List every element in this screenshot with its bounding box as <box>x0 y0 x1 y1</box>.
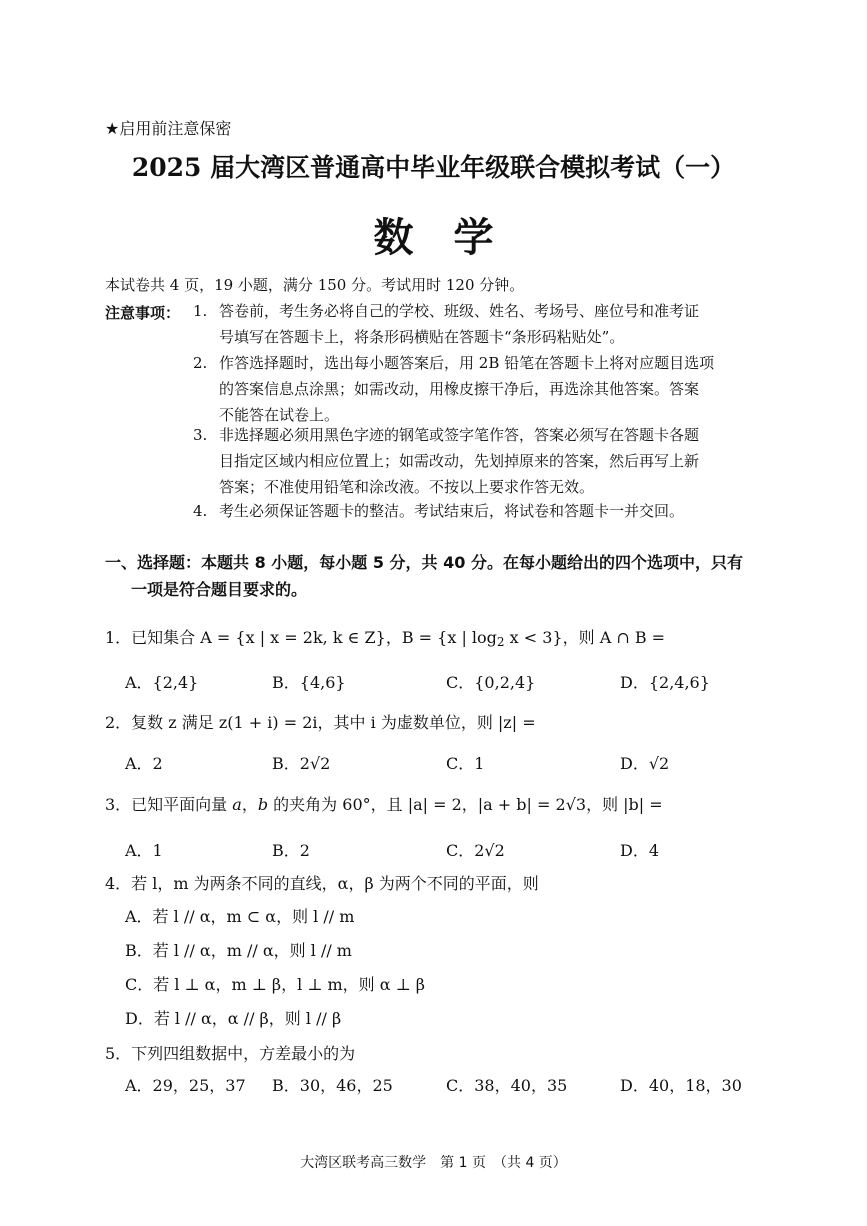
question-4-stem: 4．若 l，m 为两条不同的直线，α，β 为两个不同的平面，则 <box>105 874 539 893</box>
q4-option-d: D．若 l // α，α // β，则 l // β <box>125 1009 342 1028</box>
vector-b: b <box>257 795 269 814</box>
vector-a: a <box>232 795 242 814</box>
notice-line: 目指定区域内相应位置上；如需改动，先划掉原来的答案，然后再写上新 <box>219 452 700 470</box>
q3-option-d: D．4 <box>620 841 660 860</box>
section-line: 一项是符合题目要求的。 <box>131 580 308 599</box>
q3-stem-part: 3．已知平面向量 <box>105 795 233 814</box>
notice-number: 3. <box>193 426 208 444</box>
notice-line: 的答案信息点涂黑；如需改动，用橡皮擦干净后，再选涂其他答案。答案 <box>219 380 700 398</box>
question-5-stem: 5．下列四组数据中，方差最小的为 <box>105 1044 356 1063</box>
q5-option-d: D．40，18，30 <box>620 1076 742 1095</box>
q4-option-c: C．若 l ⊥ α，m ⊥ β，l ⊥ m，则 α ⊥ β <box>125 975 425 994</box>
notice-line: 不能答在试卷上。 <box>219 406 340 424</box>
exam-intro: 本试卷共 4 页，19 小题，满分 150 分。考试用时 120 分钟。 <box>105 276 525 294</box>
q2-option-c: C．1 <box>446 754 485 773</box>
q3-option-c: C．2√2 <box>446 841 505 860</box>
notice-item <box>193 298 699 350</box>
q2-option-a: A．2 <box>125 754 163 773</box>
notice-item <box>193 498 684 524</box>
notice-label: 注意事项： <box>105 304 181 322</box>
q5-option-b: B．30，46，25 <box>272 1076 393 1095</box>
subject-title: 数学 <box>373 214 534 261</box>
notice-number: 1. <box>193 302 208 320</box>
q3-stem-part: 的夹角为 60°，且 |a| = 2，|a + b| = 2√3，则 |b| = <box>268 795 663 814</box>
q4-option-b: B．若 l // α，m // α，则 l // m <box>125 941 352 960</box>
notice-item <box>193 350 714 428</box>
notice-line: 非选择题必须用黑色字迹的钢笔或签字笔作答，答案必须写在答题卡各题 <box>219 426 700 444</box>
notice-line: 答卷前，考生务必将自己的学校、班级、姓名、考场号、座位号和准考证 <box>219 302 700 320</box>
q1-option-c: C．{0,2,4} <box>446 673 536 692</box>
notice-item <box>193 422 699 500</box>
notice-line: 考生必须保证答题卡的整洁。考试结束后，将试卷和答题卡一并交回。 <box>219 502 685 520</box>
question-3-stem <box>105 792 663 815</box>
notice-line: 号填写在答题卡上，将条形码横贴在答题卡“条形码粘贴处”。 <box>219 328 625 346</box>
confidential-mark: ★启用前注意保密 <box>105 119 232 138</box>
q1-stem-part: 1．已知集合 A = {x | x = 2k, k ∈ Z}，B = {x | log <box>105 628 497 647</box>
notice-line: 答案；不准使用铅笔和涂改液。不按以上要求作答无效。 <box>219 478 595 496</box>
q3-option-b: B．2 <box>272 841 310 860</box>
q1-option-d: D．{2,4,6} <box>620 673 710 692</box>
notice-number: 2. <box>193 354 208 372</box>
q5-option-c: C．38，40，35 <box>446 1076 568 1095</box>
q2-option-b: B．2√2 <box>272 754 331 773</box>
section-line: 一、选择题：本题共 8 小题，每小题 5 分，共 40 分。在每小题给出的四个选项中，只有 <box>105 553 743 572</box>
q1-stem-part: x < 3}，则 A ∩ B = <box>504 628 666 647</box>
section-heading <box>105 549 743 603</box>
q1-option-b: B．{4,6} <box>272 673 346 692</box>
exam-title: 2025 届大湾区普通高中毕业年级联合模拟考试（一） <box>131 153 736 182</box>
log-base: 2 <box>496 635 505 649</box>
q5-option-a: A．29，25，37 <box>125 1076 246 1095</box>
q2-option-d: D．√2 <box>620 754 670 773</box>
q4-option-a: A．若 l // α，m ⊂ α，则 l // m <box>125 907 355 926</box>
question-1-stem <box>105 625 665 649</box>
notice-line: 作答选择题时，选出每小题答案后，用 2B 铅笔在答题卡上将对应题目选项 <box>219 354 715 372</box>
q3-stem-part: ， <box>241 795 258 814</box>
page-footer: 大湾区联考高三数学 第 1 页 （共 4 页） <box>300 1155 567 1171</box>
notice-number: 4. <box>193 502 208 520</box>
q1-option-a: A．{2,4} <box>125 673 199 692</box>
question-2-stem: 2．复数 z 满足 z(1 + i) = 2i，其中 i 为虚数单位，则 |z| = <box>105 713 536 732</box>
q3-option-a: A．1 <box>125 841 163 860</box>
